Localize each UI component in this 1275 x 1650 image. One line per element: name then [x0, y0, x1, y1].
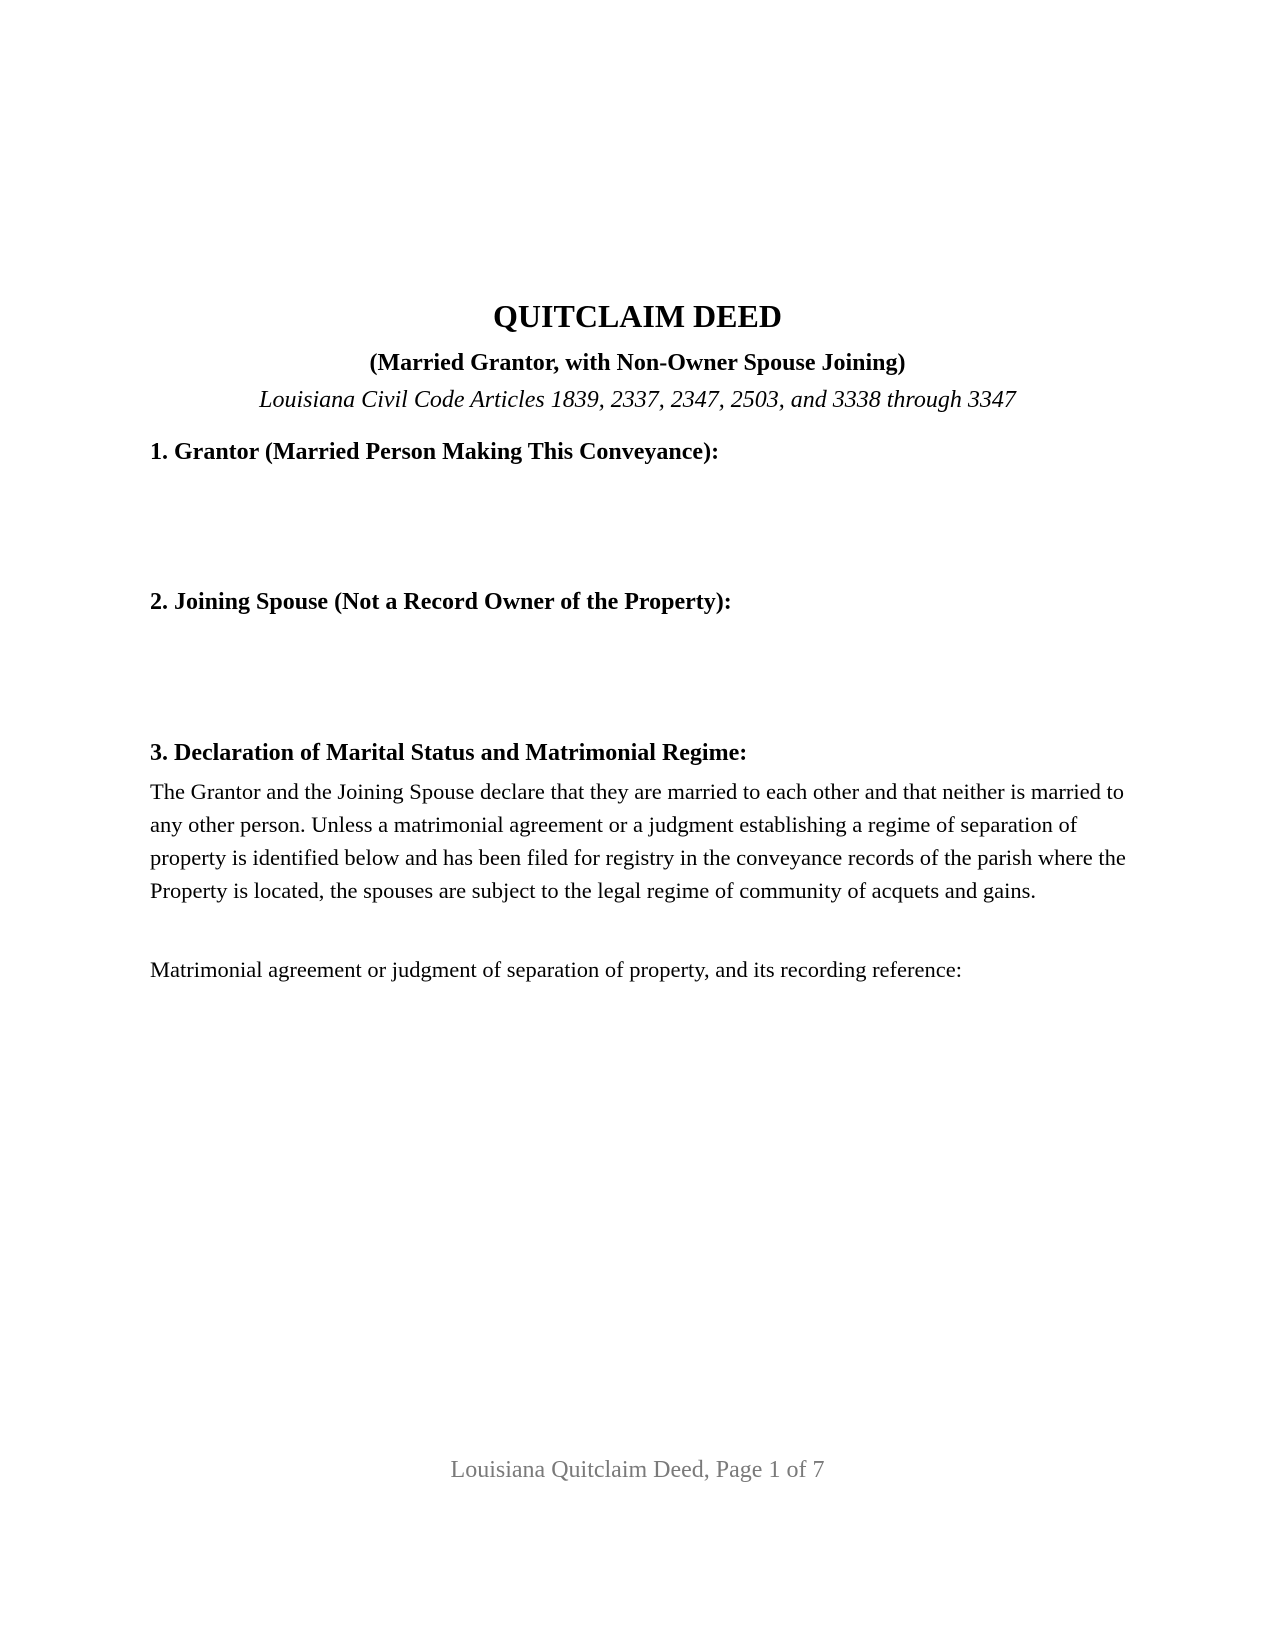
matrimonial-agreement-prompt: Matrimonial agreement or judgment of separation of property, and its recording reference: [150, 957, 962, 982]
page-footer: Louisiana Quitclaim Deed, Page 1 of 7 [450, 1457, 825, 1483]
document-subtitle: (Married Grantor, with Non-Owner Spouse Joining) [369, 350, 906, 376]
legal-citation: Louisiana Civil Code Articles 1839, 2337, 2347, 2503, and 3338 through 3347 [259, 387, 1016, 413]
section-heading-marital-status: 3. Declaration of Marital Status and Matrimonial Regime: [150, 740, 748, 766]
document-title: QUITCLAIM DEED [493, 298, 782, 334]
section-heading-joining-spouse: 2. Joining Spouse (Not a Record Owner of the Property): [150, 589, 732, 615]
section-heading-grantor: 1. Grantor (Married Person Making This Conveyance): [150, 439, 720, 465]
marital-status-paragraph: The Grantor and the Joining Spouse declare that they are married to each other and that neither is married to any other person. Unless a matrimonial agreement or a judgment establishing a regime of separation of property is identified below and has been filed for registry in the conveyance records of the parish where the Property is located, the spouses are subject to the legal regime of community of acquets and gains. [150, 779, 1126, 903]
